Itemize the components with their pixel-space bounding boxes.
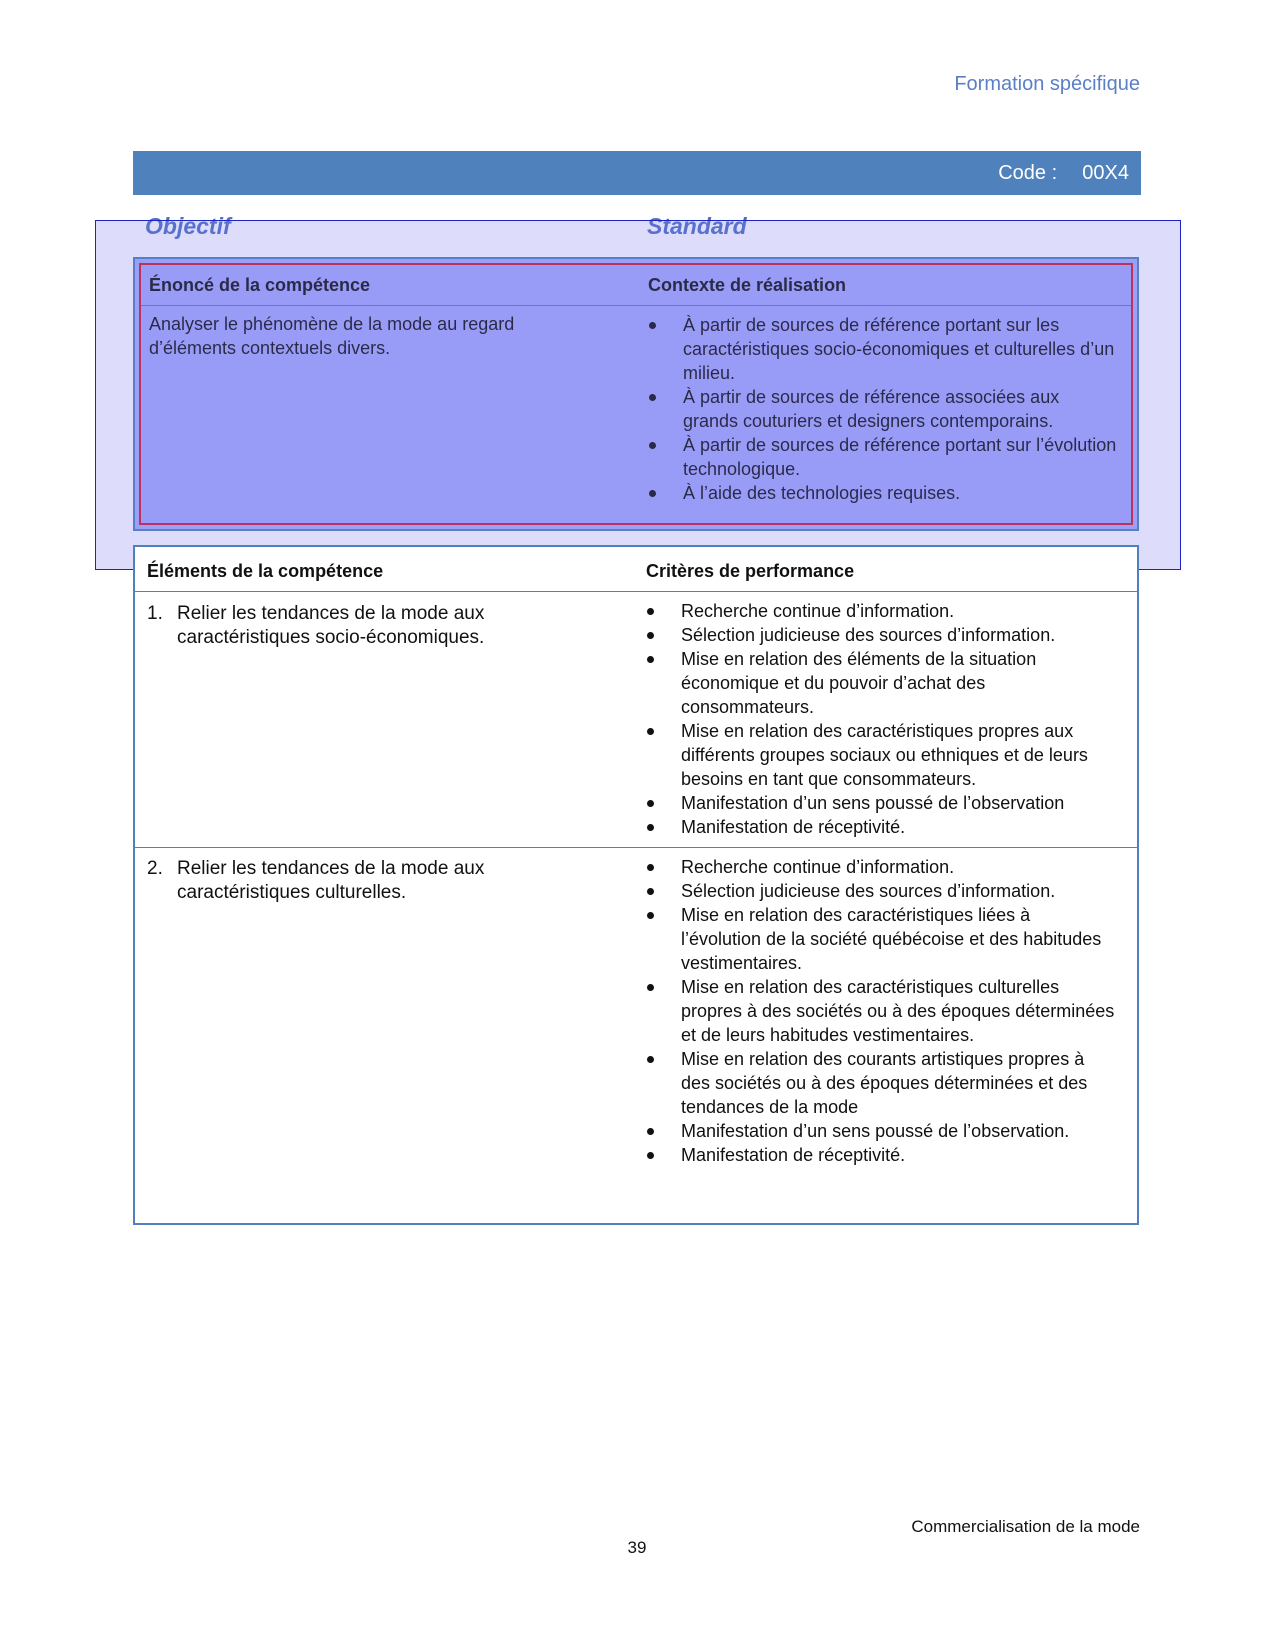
criteria-item: Manifestation de réceptivité.: [645, 1143, 1115, 1167]
bullet-icon: [649, 490, 656, 497]
standard-label: Standard: [647, 213, 747, 239]
code-text: [998, 162, 1129, 185]
bullet-icon: [649, 442, 656, 449]
row-divider: [135, 847, 1137, 848]
elements-heading: Éléments de la compétence: [147, 561, 384, 581]
element-number: 2.: [147, 858, 163, 879]
criteria-item: Sélection judicieuse des sources d’information.: [645, 623, 1115, 647]
criteria-item: Recherche continue d’information.: [645, 855, 1115, 879]
elements-box: [133, 545, 1139, 1225]
code-label: Code :: [998, 162, 1058, 184]
context-list: [647, 313, 1117, 505]
page-number: 39: [627, 1538, 647, 1557]
context-item: À l’aide des technologies requises.: [647, 481, 1117, 505]
bullet-icon: [647, 888, 654, 895]
bullet-icon: [649, 394, 656, 401]
bullet-icon: [647, 728, 654, 735]
criteria-item: Sélection judicieuse des sources d’information.: [645, 879, 1115, 903]
criteria-heading: Critères de performance: [646, 561, 855, 581]
element-text: Relier les tendances de la mode aux caractéristiques culturelles.: [177, 858, 485, 903]
bullet-icon: [647, 912, 654, 919]
criteria-item: Manifestation d’un sens poussé de l’observation.: [645, 1119, 1115, 1143]
code-value: 00X4: [1082, 162, 1129, 184]
context-item: À partir de sources de référence portant sur l’évolution technologique.: [647, 433, 1117, 481]
criteria-item: Mise en relation des courants artistiques propres à des sociétés ou à des époques déterminées et des tendances de la mode: [645, 1047, 1115, 1119]
bullet-icon: [647, 608, 654, 615]
competence-box-inner: [139, 263, 1133, 525]
competence-heading: Énoncé de la compétence: [149, 275, 371, 295]
context-item: À partir de sources de référence associées aux grands couturiers et designers contemporains.: [647, 385, 1117, 433]
heading-divider: [135, 591, 1137, 592]
bullet-icon: [647, 1152, 654, 1159]
bullet-icon: [647, 984, 654, 991]
criteria-item: Mise en relation des caractéristiques liées à l’évolution de la société québécoise et des habitudes vestimentaires.: [645, 903, 1115, 975]
bullet-icon: [647, 1128, 654, 1135]
criteria-list: [645, 855, 1115, 1167]
competence-statement: Analyser le phénomène de la mode au regard d’éléments contextuels divers.: [149, 314, 515, 358]
criteria-item: Mise en relation des caractéristiques propres aux différents groupes sociaux ou ethniques et de leurs besoins en tant que consommateurs.: [645, 719, 1115, 791]
section-title: Formation spécifique: [954, 73, 1140, 95]
footer-program-title: Commercialisation de la mode: [911, 1517, 1140, 1536]
criteria-item: Recherche continue d’information.: [645, 599, 1115, 623]
bullet-icon: [647, 864, 654, 871]
criteria-item: Mise en relation des caractéristiques culturelles propres à des sociétés ou à des époques déterminées et de leurs habitudes vestimentaires.: [645, 975, 1115, 1047]
code-bar: [133, 151, 1141, 195]
bullet-icon: [647, 656, 654, 663]
context-item: À partir de sources de référence portant sur les caractéristiques socio-économiques et culturelles d’un milieu.: [647, 313, 1117, 385]
criteria-item: Mise en relation des éléments de la situation économique et du pouvoir d’achat des consommateurs.: [645, 647, 1115, 719]
competence-box: [133, 257, 1139, 531]
heading-divider: [141, 305, 1131, 306]
context-heading: Contexte de réalisation: [648, 275, 847, 295]
criteria-item: Manifestation d’un sens poussé de l’observation: [645, 791, 1115, 815]
criteria-list: [645, 599, 1115, 839]
objective-label: Objectif: [145, 213, 231, 239]
element-item: [147, 602, 547, 650]
element-text: Relier les tendances de la mode aux caractéristiques socio-économiques.: [177, 603, 485, 648]
element-item: [147, 857, 547, 905]
bullet-icon: [649, 322, 656, 329]
bullet-icon: [647, 632, 654, 639]
bullet-icon: [647, 824, 654, 831]
bullet-icon: [647, 1056, 654, 1063]
bullet-icon: [647, 800, 654, 807]
criteria-item: Manifestation de réceptivité.: [645, 815, 1115, 839]
element-number: 1.: [147, 603, 163, 624]
